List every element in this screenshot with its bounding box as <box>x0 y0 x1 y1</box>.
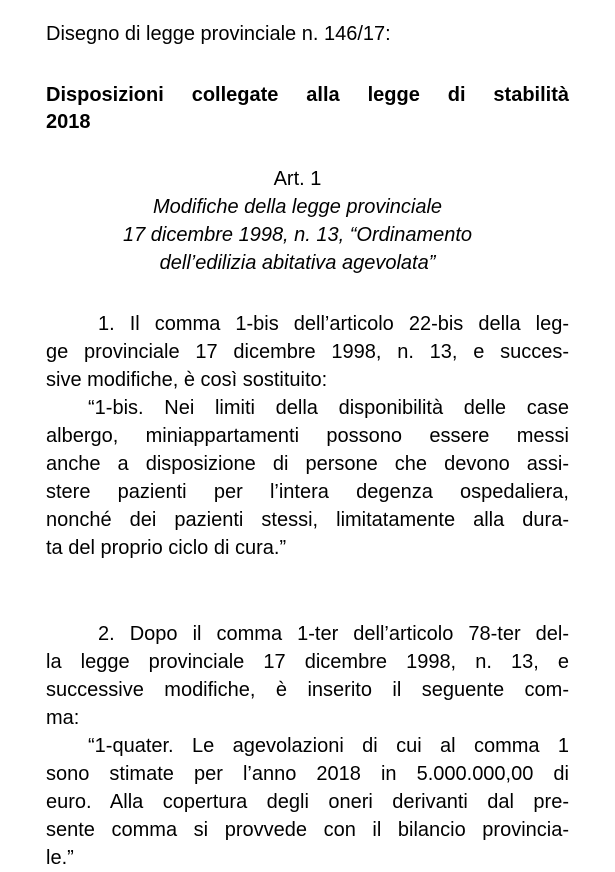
article-number: Art. 1 <box>273 168 322 190</box>
paragraph-2-line-2: la legge provinciale 17 dicembre 1998, n. 13, e <box>46 651 569 673</box>
quote-1-line-4: stere pazienti per l’intera degenza ospedaliera, <box>46 481 569 503</box>
paragraph-2-line-1: 2. Dopo il comma 1-ter dell’articolo 78-ter del- <box>98 623 569 645</box>
paragraph-1-line-2: ge provinciale 17 dicembre 1998, n. 13, e succes- <box>46 341 569 363</box>
paragraph-1-line-1: 1. Il comma 1-bis dell’articolo 22-bis della leg- <box>98 313 569 335</box>
quote-1-line-2: albergo, miniappartamenti possono essere messi <box>46 425 569 447</box>
quote-1-line-6: ta del proprio ciclo di cura.” <box>46 537 287 559</box>
quote-2-line-4: sente comma si provvede con il bilancio provincia- <box>46 819 569 841</box>
article-subtitle-line-1: Modifiche della legge provinciale <box>152 196 443 218</box>
paragraph-2-line-3: successive modifiche, è inserito il seguente com- <box>46 679 569 701</box>
paragraph-1-line-3: sive modifiche, è così sostituito: <box>46 369 328 391</box>
bill-title-line-2: 2018 <box>46 111 91 133</box>
bill-title-line-1: Disposizioni collegate alla legge di stabilità <box>46 84 569 106</box>
quote-2-line-2: sono stimate per l’anno 2018 in 5.000.000,00 di <box>46 763 569 785</box>
quote-1-line-1: “1-bis. Nei limiti della disponibilità delle case <box>88 397 569 419</box>
quote-2-line-5: le.” <box>46 847 74 869</box>
quote-2-line-3: euro. Alla copertura degli oneri derivanti dal pre- <box>46 791 569 813</box>
paragraph-2-line-4: ma: <box>46 707 80 729</box>
quote-1-line-3: anche a disposizione di persone che devono assi- <box>46 453 569 475</box>
quote-1-line-5: nonché dei pazienti stessi, limitatamente alla dura- <box>46 509 569 531</box>
bill-heading: Disegno di legge provinciale n. 146/17: <box>46 23 391 45</box>
article-subtitle-line-3: dell’edilizia abitativa agevolata” <box>159 252 436 274</box>
article-subtitle-line-2: 17 dicembre 1998, n. 13, “Ordinamento <box>122 224 473 246</box>
quote-2-line-1: “1-quater. Le agevolazioni di cui al comma 1 <box>88 735 569 757</box>
